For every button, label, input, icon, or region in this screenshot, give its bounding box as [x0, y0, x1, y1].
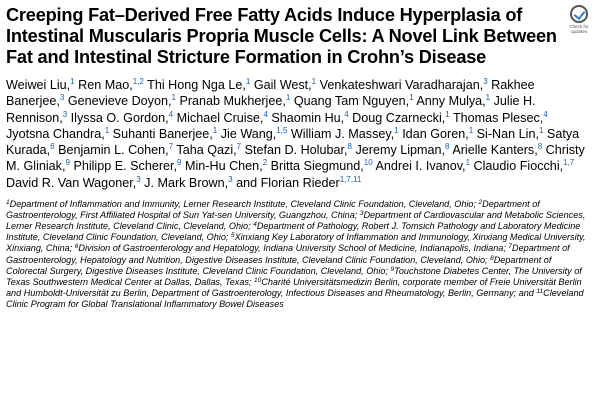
author-affiliation-ref: 4 [344, 109, 349, 119]
author-name: Michael Cruise, [176, 110, 264, 125]
author-affiliation-ref: 1 [468, 125, 474, 135]
affiliation-number: 6 [74, 243, 79, 251]
author-name: Thi Hong Nga Le, [147, 78, 246, 92]
author-affiliation-ref: 1 [285, 93, 291, 103]
author [453, 111, 548, 125]
article-header [6, 5, 594, 310]
author-name: Claudio Fiocchi, [473, 159, 564, 174]
author-affiliation-ref: 8 [537, 142, 543, 152]
author-affiliation-ref: 7 [168, 142, 174, 152]
article-title: Creeping Fat–Derived Free Fatty Acids Induce Hyperplasia of Intestinal Muscularis Propria Muscle Cells: A Novel Link Between Fat and Intestinal Stricture Formation in Crohn’s Disease [6, 5, 557, 67]
author-name: Thomas Plesec, [452, 110, 544, 125]
author [271, 111, 348, 125]
author [352, 111, 450, 125]
author-affiliation-ref: 3 [228, 174, 233, 184]
author [177, 111, 268, 125]
author-name: Philipp E. Scherer, [73, 159, 178, 174]
author-name: Idan Goren, [402, 126, 469, 141]
author-name: Gail West, [253, 78, 312, 92]
author [113, 127, 218, 141]
author-name: Benjamin L. Cohen, [58, 143, 169, 158]
affiliation [6, 199, 476, 209]
author-affiliation-ref: 1 [538, 125, 544, 135]
affiliation-text: Department of Inflammation and Immunity, Lerner Research Institute, Cleveland Clinic Foundation, Cleveland, Ohio; [9, 199, 476, 210]
author [58, 143, 173, 157]
author-name: Taha Qazi, [176, 143, 237, 158]
author [179, 94, 290, 108]
author [176, 143, 241, 157]
author-affiliation-ref: 1 [70, 77, 75, 86]
author [6, 78, 75, 92]
author-affiliation-ref: 1 [465, 158, 471, 168]
author [271, 159, 373, 173]
affiliation-list [6, 199, 594, 310]
author-name: J. Mark Brown, [144, 175, 229, 190]
author-affiliation-ref: 10 [363, 158, 373, 168]
author-name: Ilyssa O. Gordon, [70, 110, 169, 125]
affiliation-text: Department of Cardiovascular and Metabolic Sciences, Lerner Research Institute, Cleveland Clinic, Cleveland, Ohio; [6, 210, 586, 232]
author-affiliation-ref: 9 [177, 158, 182, 168]
author [68, 94, 176, 108]
author [320, 78, 488, 92]
author-affiliation-ref: 1 [485, 93, 491, 103]
author [6, 176, 141, 190]
author [474, 159, 575, 173]
author-affiliation-ref: 3 [59, 93, 65, 103]
author-name: Rakhee Banerjee, [6, 78, 535, 109]
author-name: David R. Van Wagoner, [6, 175, 137, 190]
affiliation-number: 4 [253, 221, 257, 229]
author-name: Pranab Mukherjee, [179, 94, 286, 109]
author-affiliation-ref: 7 [236, 142, 242, 152]
author-affiliation-ref: 2 [262, 158, 268, 168]
affiliation-text: Department of Pathology, Robert J. Tomsich Pathology and Laboratory Medicine Institute, Cleveland Clinic Foundation, Cleveland, Ohio; [6, 221, 581, 243]
author [416, 94, 490, 108]
author-name: Doug Czarnecki, [352, 110, 446, 125]
author-affiliation-ref: 8 [347, 142, 352, 152]
author-name: Venkateshwari Varadharajan, [319, 78, 484, 92]
affiliation-number: 2 [478, 199, 483, 207]
author-affiliation-ref: 1 [394, 125, 399, 135]
author [291, 127, 399, 141]
author-name: and Florian Rieder [236, 175, 340, 190]
author [402, 127, 473, 141]
author-affiliation-ref: 1 [104, 125, 110, 135]
author-name: Shaomin Hu, [271, 110, 345, 125]
author-affiliation-ref: 3 [62, 109, 68, 119]
author-name: Ren Mao, [78, 78, 133, 92]
author-affiliation-ref: 3 [483, 77, 488, 86]
author-affiliation-ref: 1 [409, 93, 414, 103]
author-name: Britta Siegmund, [270, 159, 364, 174]
author [254, 78, 316, 92]
author [375, 159, 470, 173]
author [236, 176, 361, 190]
author-name: Jyotsna Chandra, [6, 126, 105, 141]
author [245, 143, 352, 157]
author [78, 78, 144, 92]
affiliation-text: Xinxiang Key Laboratory of Inflammation and Immunology, Xinxiang Medical University, Xinxiang, China; [6, 232, 586, 254]
author-affiliation-ref: 1,7,11 [339, 174, 362, 184]
author-affiliation-ref: 1,5 [276, 125, 288, 135]
author-affiliation-ref: 1 [212, 125, 218, 135]
author-affiliation-ref: 1 [311, 77, 317, 86]
author [452, 143, 542, 157]
author-name: Julie H. Rennison, [6, 94, 536, 125]
author-name: Weiwei Liu, [6, 78, 71, 92]
affiliation-number: 10 [254, 276, 262, 284]
author-name: Stefan D. Holubar, [244, 143, 348, 158]
author-affiliation-ref: 3 [136, 174, 141, 184]
affiliation-text: Cleveland Clinic Program for Global Translational Inflammatory Bowel Diseases [6, 287, 584, 309]
author [71, 111, 173, 125]
author [144, 176, 232, 190]
affiliation [75, 243, 506, 253]
author [355, 143, 449, 157]
affiliation-number: 3 [359, 210, 364, 218]
author-name: Satya Kurada, [6, 126, 580, 158]
author-name: Christy M. Gliniak, [6, 143, 585, 174]
author-affiliation-ref: 1,2 [132, 77, 144, 86]
author-name: William J. Massey, [290, 126, 395, 141]
author-affiliation-ref: 9 [65, 158, 70, 168]
author-list [6, 77, 594, 191]
affiliation-number: 7 [508, 243, 513, 251]
affiliation-number: 1 [6, 199, 10, 207]
author-name: Andrei I. Ivanov, [375, 159, 466, 174]
author-affiliation-ref: 1 [171, 93, 176, 103]
author-name: Anny Mulya, [416, 94, 486, 109]
author-name: Si-Nan Lin, [476, 126, 539, 141]
author-name: Jeremy Lipman, [355, 143, 446, 158]
check-for-updates-icon [570, 5, 588, 23]
affiliation-text: Department of Colorectal Surgery, Digestive Diseases Institute, Cleveland Clinic Foundation, Cleveland, Ohio; [6, 254, 552, 276]
author-affiliation-ref: 8 [445, 142, 450, 152]
affiliation-number: 8 [490, 254, 494, 262]
check-for-updates-label: Check for updates [569, 24, 589, 34]
author-affiliation-ref: 1 [445, 109, 450, 119]
author-affiliation-ref: 1,7 [563, 158, 575, 168]
author-affiliation-ref: 4 [263, 109, 268, 119]
author-affiliation-ref: 6 [50, 142, 55, 152]
affiliation-number: 11 [536, 287, 544, 295]
author [147, 78, 250, 92]
affiliation-text: Touchstone Diabetes Center, The University of Texas Southwestern Medical Center at Dallas, Dallas, Texas; [6, 265, 582, 287]
author [221, 127, 288, 141]
author-name: Quang Tam Nguyen, [293, 94, 410, 109]
author [185, 159, 267, 173]
affiliation-number: 5 [230, 232, 235, 240]
author-name: Min-Hu Chen, [185, 159, 263, 174]
check-for-updates-badge[interactable] [564, 5, 594, 35]
author-name: Suhanti Banerjee, [112, 126, 213, 141]
affiliation-text: Department of Gastroenterology, Hepatology and Nutrition, Digestive Diseases Institute, Cleveland Clinic Foundation, Cleveland, Ohio; [6, 243, 570, 265]
author [477, 127, 544, 141]
affiliation-text: Department of Gastroenterology, First Affiliated Hospital of Sun Yat-sen University, Guangzhou, China; [6, 199, 540, 221]
affiliation-text: Charité Universitätsmedizin Berlin, corporate member of Freie Universität Berlin and Humboldt-Universität zu Berlin, Department of Gastroenterology, Infectious Diseases and Rheumatology, Berlin, Germany; and [6, 276, 582, 298]
affiliation-text: Division of Gastroenterology and Hepatology, Indiana University School of Medicine, Indianapolis, Indiana; [78, 243, 506, 254]
author [73, 159, 181, 173]
author-affiliation-ref: 4 [543, 109, 548, 119]
author-name: Arielle Kanters, [452, 143, 538, 158]
author [294, 94, 414, 108]
author-affiliation-ref: 1 [245, 77, 251, 86]
author-affiliation-ref: 4 [168, 109, 174, 119]
author [6, 127, 109, 141]
affiliation-number: 9 [390, 265, 395, 273]
author-name: Jie Wang, [220, 126, 277, 141]
author-name: Genevieve Doyon, [67, 94, 172, 109]
